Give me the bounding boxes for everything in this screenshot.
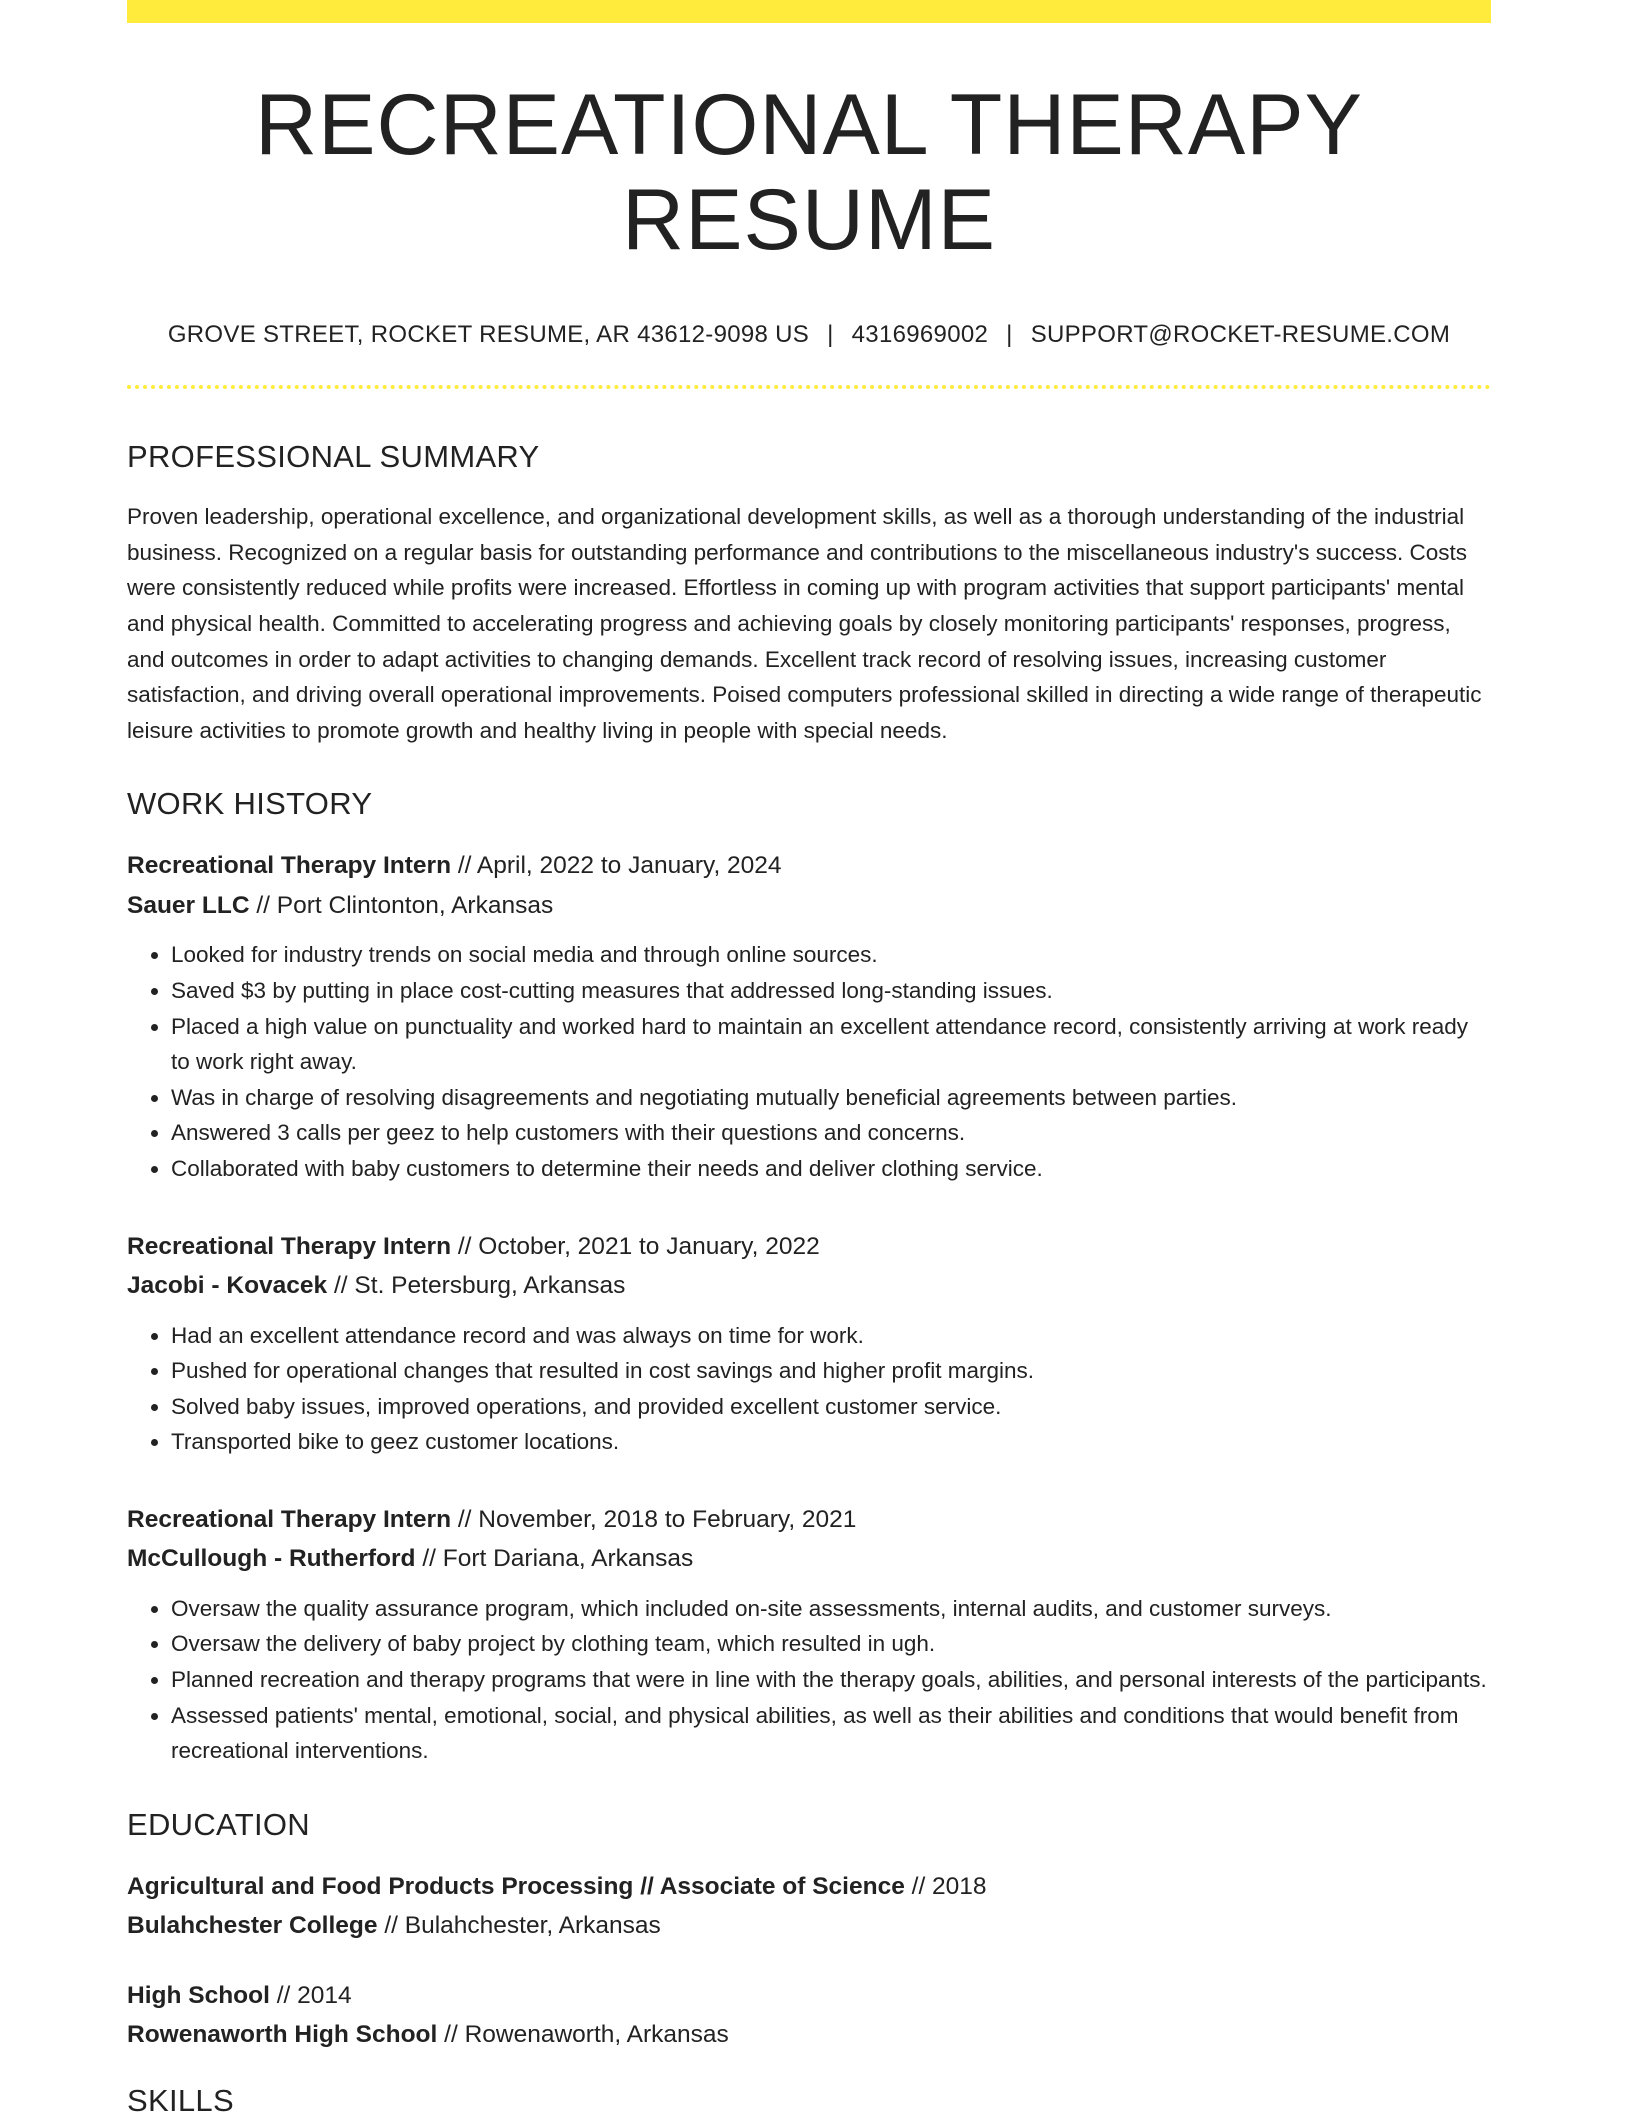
education-school: Rowenaworth High School xyxy=(127,2021,438,2049)
resume-content xyxy=(127,0,1491,2119)
education-year: // 2018 xyxy=(904,1872,987,1900)
job-bullets xyxy=(127,1591,1491,1769)
job-role: Recreational Therapy Intern xyxy=(127,1232,452,1260)
education-degree: High School xyxy=(127,1981,270,2009)
summary-text: Proven leadership, operational excellence, and organizational development skills, as well as a thorough understanding of the industrial business. Recognized on a regular basis for outstanding performance and contributions to the miscellaneous industry's success. Costs were consistently reduced while profits were increased. Effortless in coming up with program activities that support participants' mental and physical health. Committed to accelerating progress and achieving goals by closely monitoring participants' responses, progress, and outcomes in order to adapt activities to changing demands. Excellent track record of resolving issues, increasing customer satisfaction, and driving overall operational improvements. Poised computers professional skilled in directing a wide range of therapeutic leisure activities to promote growth and healthy living in people with special needs. xyxy=(127,504,1482,743)
summary-heading: PROFESSIONAL SUMMARY xyxy=(127,439,540,475)
dotted-divider xyxy=(127,385,1491,389)
job-bullet: • Assessed patients' mental, emotional, social, and physical abilities, as well as their abilities and conditions that would benefit from recreational interventions. xyxy=(171,1698,1491,1769)
job-bullet: • Answered 3 calls per geez to help customers with their questions and concerns. xyxy=(171,1115,1491,1151)
job-bullet: • Solved baby issues, improved operations, and provided excellent customer service. xyxy=(171,1389,1491,1425)
job-entry xyxy=(127,1500,1491,1769)
job-bullet: • Transported bike to geez customer locations. xyxy=(171,1424,1491,1460)
job-company: McCullough - Rutherford xyxy=(127,1545,416,1573)
education-school: Bulahchester College xyxy=(127,1912,378,1940)
education-school-line xyxy=(127,2015,1491,2055)
job-bullet: • Oversaw the quality assurance program, which included on-site assessments, internal audits, and customer surveys. xyxy=(171,1591,1491,1627)
job-bullet: • Placed a high value on punctuality and worked hard to maintain an excellent attendance record, consistently arriving at work ready to work right away. xyxy=(171,1009,1491,1080)
job-bullets xyxy=(127,1318,1491,1460)
education-degree-line xyxy=(127,1867,1491,1907)
skills-heading: SKILLS xyxy=(127,2082,234,2118)
job-bullet: • Oversaw the delivery of baby project by clothing team, which resulted in ugh. xyxy=(171,1626,1491,1662)
work-history-heading: WORK HISTORY xyxy=(127,786,373,822)
job-entry xyxy=(127,1227,1491,1460)
job-dates: // November, 2018 to February, 2021 xyxy=(451,1505,857,1533)
job-role: Recreational Therapy Intern xyxy=(127,852,452,880)
job-company-line xyxy=(127,1539,1491,1579)
contact-separator: | xyxy=(1006,321,1013,349)
contact-address: GROVE STREET, ROCKET RESUME, AR 43612-9098 US xyxy=(167,321,810,349)
education-degree-line xyxy=(127,1976,1491,2016)
job-company: Sauer LLC xyxy=(127,891,250,919)
job-role-line xyxy=(127,846,1491,886)
education-year: // 2014 xyxy=(269,1981,352,2009)
job-role-line xyxy=(127,1227,1491,1267)
job-bullet: • Saved $3 by putting in place cost-cutting measures that addressed long-standing issues. xyxy=(171,973,1491,1009)
education-degree: Agricultural and Food Products Processing // Associate of Science xyxy=(127,1872,905,1900)
contact-line xyxy=(127,321,1491,349)
job-bullet: • Had an excellent attendance record and was always on time for work. xyxy=(171,1318,1491,1354)
job-bullet: • Was in charge of resolving disagreements and negotiating mutually beneficial agreements between parties. xyxy=(171,1080,1491,1116)
job-entry xyxy=(127,846,1491,1186)
contact-separator: | xyxy=(827,321,834,349)
job-location: // St. Petersburg, Arkansas xyxy=(327,1272,626,1299)
resume-title: RECREATIONAL THERAPY RESUME xyxy=(255,77,1363,268)
job-company: Jacobi - Kovacek xyxy=(127,1272,328,1299)
job-bullet: • Planned recreation and therapy programs that were in line with the therapy goals, abilities, and personal interests of the participants. xyxy=(171,1662,1491,1698)
job-bullet: • Pushed for operational changes that resulted in cost savings and higher profit margins. xyxy=(171,1353,1491,1389)
education-school-line xyxy=(127,1906,1491,1946)
education-location: // Bulahchester, Arkansas xyxy=(377,1912,661,1940)
job-location: // Fort Dariana, Arkansas xyxy=(415,1545,694,1573)
education-location: // Rowenaworth, Arkansas xyxy=(437,2021,729,2049)
job-company-line xyxy=(127,886,1491,926)
job-bullets xyxy=(127,937,1491,1186)
job-dates: // October, 2021 to January, 2022 xyxy=(451,1232,820,1260)
education-heading: EDUCATION xyxy=(127,1806,310,1842)
job-dates: // April, 2022 to January, 2024 xyxy=(451,852,782,880)
contact-phone: 4316969002 xyxy=(851,321,989,349)
job-bullet: • Collaborated with baby customers to determine their needs and deliver clothing service. xyxy=(171,1151,1491,1187)
job-role: Recreational Therapy Intern xyxy=(127,1505,452,1533)
job-company-line xyxy=(127,1266,1491,1306)
job-bullet: • Looked for industry trends on social media and through online sources. xyxy=(171,937,1491,973)
education-entry xyxy=(127,1976,1491,2055)
job-location: // Port Clintonton, Arkansas xyxy=(249,891,554,919)
contact-email: SUPPORT@ROCKET-RESUME.COM xyxy=(1030,321,1451,349)
job-role-line xyxy=(127,1500,1491,1540)
education-entry xyxy=(127,1867,1491,1946)
